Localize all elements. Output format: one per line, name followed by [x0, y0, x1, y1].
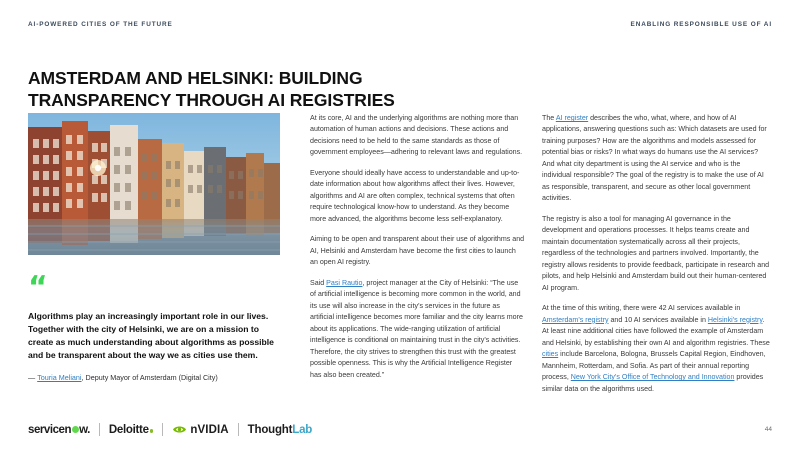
paragraph-text: At its core, AI and the underlying algorithms are nothing more than automation of human actions and decisions. These actions and decisions need to be held to the same standards as those of government employees—adhering to relevant laws and regulations. — [310, 114, 523, 157]
servicenow-dot-icon — [72, 426, 79, 433]
thoughtlab-logo — [248, 424, 312, 436]
header-right-label: ENABLING RESPONSIBLE USE OF AI — [630, 20, 772, 28]
inline-link[interactable]: Helsinki’s registry — [707, 315, 763, 324]
paragraph-text: Said — [310, 278, 327, 287]
inline-link[interactable]: Amsterdam’s registry — [542, 315, 609, 324]
quote-attribution — [28, 373, 276, 383]
right-text-column — [542, 113, 770, 403]
thoughtlab-wordmark-thought: Thought — [247, 423, 293, 436]
servicenow-logo — [28, 424, 90, 436]
amsterdam-canal-photo — [28, 113, 280, 255]
paragraph-text: The registry is also a tool for managing AI governance in the development and operations processes. It helps teams create and maintain documentation systematically across all their projects, regardless of the technologies and partners involved. Importantly, the registry allows residents to provide feedback, participate in research and pilots, and help Helsinki and Amsterdam build out their human-centered AI program. — [542, 214, 770, 292]
paragraph — [542, 113, 770, 205]
inline-link[interactable]: New York City’s Office of Technology and Innovation — [570, 373, 735, 382]
servicenow-wordmark-part1: servicen — [28, 423, 72, 436]
deloitte-dot-icon — [150, 429, 153, 432]
paragraph — [542, 214, 770, 294]
paragraph-text: Aiming to be open and transparent about their use of algorithms and AI, Helsinki and Amsterdam have become the first cities to launch an open AI registry. — [310, 235, 525, 267]
pull-quote — [28, 270, 276, 383]
nvidia-logo — [172, 424, 228, 436]
paragraph — [310, 278, 525, 381]
paragraph-text: Everyone should ideally have access to understandable and up-to-date information about how algorithms affect their lives. However, algorithms and AI are often complex, technical systems that often require technological know-how to understand. As they become more advanced, the algorithms become less self-explanatory. — [310, 168, 520, 223]
paragraph-text: provides similar data on the algorithms used. — [542, 373, 764, 393]
servicenow-wordmark-part2: w. — [79, 423, 90, 436]
page-content — [28, 113, 772, 403]
inline-link[interactable]: cities — [542, 350, 559, 359]
quote-text: Algorithms play an increasingly important role in our lives. Together with the city of Helsinki, we are on a mission to create as much understanding about algorithms as possible and be transparent about the way we as cities use them. — [28, 311, 274, 361]
page-title: AMSTERDAM AND HELSINKI: BUILDING TRANSPARENCY THROUGH AI REGISTRIES — [28, 67, 395, 111]
paragraph-text: . At least nine additional cities have followed the example of Amsterdam and Helsinki, by establishing their own AI and algorithm registries. These — [542, 315, 770, 347]
inline-link[interactable]: Pasi Rautio — [326, 278, 363, 287]
paragraph-text: include Barcelona, Bologna, Brussels Capital Region, Eindhoven, Mannheim, Rotterdam, and Sofia. As part of their annual reporting process, — [542, 350, 766, 382]
middle-text-column — [310, 113, 525, 403]
deloitte-wordmark: Deloitte — [108, 423, 149, 436]
quote-dash: — — [28, 373, 36, 383]
deloitte-logo — [109, 424, 153, 436]
header-left-label: AI-POWERED CITIES OF THE FUTURE — [28, 20, 173, 28]
logo-divider-1 — [99, 423, 100, 436]
paragraph — [310, 113, 525, 159]
paragraph-text: , project manager at the City of Helsinki: “The use of artificial intelligence is becoming more common in the world, and its use will also increase in the city’s services in the future as artificial intelligence becomes more familiar and the city learns more about its applications. The wide-ranging utilization of artificial intelligence is conditional on maintaining trust in the city’s activities. Therefore, the city strives to strengthen this trust with the greatest possible openness. This is why the Artificial Intelligence Register has also been created.” — [310, 278, 523, 379]
quote-author-link[interactable]: Touria Meliani — [37, 373, 82, 383]
quote-author-role: , Deputy Mayor of Amsterdam (Digital City) — [81, 373, 218, 383]
quote-mark-icon: “ — [28, 270, 47, 305]
paragraph — [310, 168, 525, 225]
left-column — [28, 113, 293, 403]
paragraph-text: At the time of this writing, there were 42 AI services available in — [542, 304, 741, 313]
paragraph-text: and 10 AI services available in — [608, 315, 708, 324]
thoughtlab-wordmark-lab: Lab — [292, 423, 313, 436]
page-number: 44 — [764, 426, 772, 433]
logo-divider-2 — [162, 423, 163, 436]
paragraph — [542, 303, 770, 395]
sponsor-logo-bar — [28, 423, 312, 436]
logo-divider-3 — [238, 423, 239, 436]
paragraph-text: describes the who, what, where, and how of AI applications, answering questions such as: Which datasets are used for training purposes? How are the algorithms and models assessed for potential bias or risks? In what ways do humans use the AI services? And what city department is using the AI service and who is the individual responsible? The goal of the registry is to make the use of AI as responsible, transparent, and secure as other local government activities. — [542, 114, 767, 203]
page-header — [0, 17, 800, 31]
inline-link[interactable]: AI register — [555, 114, 589, 122]
nvidia-wordmark: nVIDIA — [190, 423, 229, 436]
paragraph — [310, 234, 525, 268]
nvidia-eye-icon — [172, 424, 187, 435]
paragraph-text: The — [542, 114, 556, 122]
